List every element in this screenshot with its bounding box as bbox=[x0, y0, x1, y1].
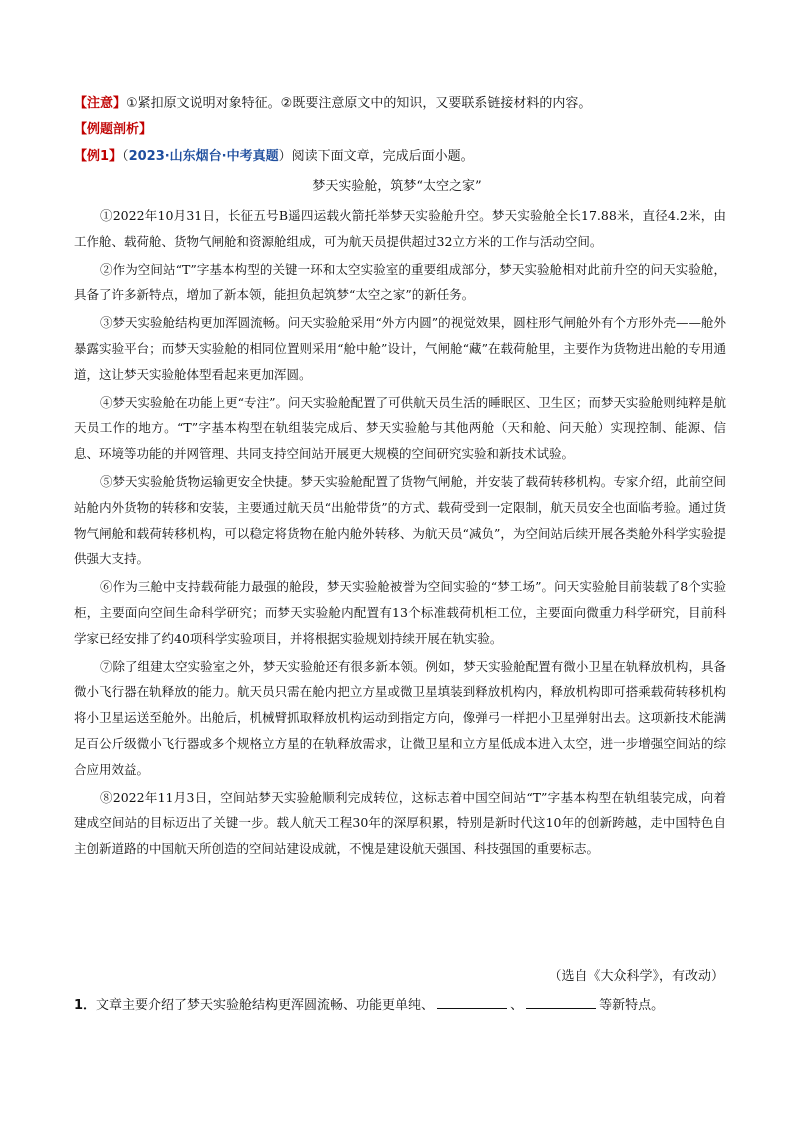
example-heading: 【例题剖析】 bbox=[74, 122, 153, 137]
note-label: 【注意】 bbox=[74, 96, 127, 111]
note-line bbox=[74, 95, 591, 113]
paragraph-7: ⑦除了组建太空实验室之外，梦天实验舱还有很多新本领。例如，梦天实验舱配置有微小卫星在轨释放机构，具备微小飞行器在轨释放的能力。航天员只需在舱内把立方星或微卫星填装到释放机构内，释放机构即可搭乘载荷转移机构将小卫星运送至舱外。出舱后，机械臂抓取释放机构运动到指定方向，像弹弓一样把小卫星弹射出去。这项新技术能满足百公斤级微小飞行器或多个规格立方星的在轨释放需求，让微卫星和立方星低成本进入太空，进一步增强空间站的综合应用效益。 bbox=[74, 658, 726, 777]
article-source: （选自《大众科学》，有改动） bbox=[548, 969, 724, 984]
example-label: 【例1】 bbox=[74, 149, 123, 164]
paragraph-3: ③梦天实验舱结构更加浑圆流畅。问天实验舱采用“外方内圆”的视觉效果，圆柱形气闸舱外有个方形外壳——舱外暴露实验平台；而梦天实验舱的相同位置则采用“舱中舱”设计，气闸舱“藏”在载荷舱里，主要作为货物进出舱的专用通道，这让梦天实验舱体型看起来更加浑圆。 bbox=[74, 315, 726, 382]
example-source: 2023·山东烟台·中考真题 bbox=[128, 149, 279, 164]
note-text: ①紧扣原文说明对象特征。②既要注意原文中的知识，又要联系链接材料的内容。 bbox=[126, 96, 592, 111]
question-1: 1．文章主要介绍了梦天实验舱结构更浑圆流畅、功能更单纯、 、 等新特点。 bbox=[74, 998, 665, 1013]
answer-blank-1[interactable] bbox=[437, 996, 507, 1009]
paragraph-8: ⑧2022年11月3日，空间站梦天实验舱顺利完成转位，这标志着中国空间站“T”字基本构型在轨组装完成，向着建成空间站的目标迈出了关键一步。载人航天工程30年的深厚积累，特别是新时代这10年的创新跨越，走中国特色自主创新道路的中国航天所创造的空间站建设成就，不愧是建设航天强国、科技强国的重要标志。 bbox=[74, 789, 726, 857]
article-title: 梦天实验舱，筑梦“太空之家” bbox=[312, 179, 482, 194]
paragraph-2: ②作为空间站“T”字基本构型的关键一环和太空实验室的重要组成部分，梦天实验舱相对此前升空的问天实验舱，具备了许多新特点，增加了新本领，能担负起筑梦“太空之家”的新任务。 bbox=[74, 261, 726, 303]
example-line: 【例1】（2023·山东烟台·中考真题）阅读下面文章，完成后面小题。 bbox=[74, 149, 474, 164]
paragraph-1: ①2022年10月31日，长征五号B遥四运载火箭托举梦天实验舱升空。梦天实验舱全长17.88米，直径4.2米，由工作舱、载荷舱、货物气闸舱和资源舱组成，可为航天员提供超过32立方米的工作与活动空间。 bbox=[74, 208, 726, 249]
example-instruction: 阅读下面文章，完成后面小题。 bbox=[291, 149, 474, 164]
paragraph-5: ⑤梦天实验舱货物运输更安全快捷。梦天实验舱配置了货物气闸舱，并安装了载荷转移机构。专家介绍，此前空间站舱内外货物的转移和安装，主要通过航天员“出舱带货”的方式、载荷受到一定限制，航天员安全也面临考验。通过货物气闸舱和载荷转移机构，可以稳定将货物在舱内舱外转移、为航天员“减负”，为空间站后续开展各类舱外科学实验提供强大支持。 bbox=[74, 473, 726, 567]
question-number: 1． bbox=[74, 998, 97, 1013]
answer-blank-2[interactable] bbox=[526, 996, 596, 1009]
paragraph-4: ④梦天实验舱在功能上更“专注”。问天实验舱配置了可供航天员生活的睡眠区、卫生区；而梦天实验舱则纯粹是航天员工作的地方。“T”字基本构型在轨组装完成后、梦天实验舱与其他两舱（天和舱、问天舱）实现控制、能源、信息、环境等功能的并网管理、共同支持空间站开展更大规模的空间研究实验和新技术试验。 bbox=[74, 394, 726, 462]
article-body bbox=[74, 203, 726, 864]
paragraph-6: ⑥作为三舱中支持载荷能力最强的舱段，梦天实验舱被誉为空间实验的“梦工场”。问天实验舱目前装载了8个实验柜，主要面向空间生命科学研究；而梦天实验舱内配置有13个标准载荷机柜工位，主要面向微重力科学研究，目前科学家已经安排了约40项科学实验项目，并将根据实验规划持续开展在轨实验。 bbox=[74, 579, 726, 646]
